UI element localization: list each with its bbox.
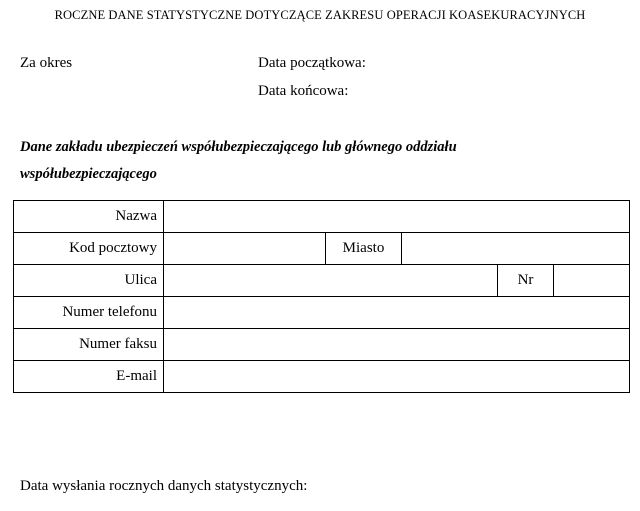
end-date-label: Data końcowa: [258, 83, 349, 99]
send-date-label: Data wysłania rocznych danych statystycznych: [20, 478, 308, 494]
form-row-postal-city [14, 233, 630, 265]
start-date-label: Data początkowa: [258, 55, 366, 71]
period-label: Za okres [20, 55, 73, 71]
section-heading-line1: Dane zakładu ubezpieczeń współubezpieczającego lub głównego oddziału [20, 139, 457, 155]
postal-code-field[interactable] [164, 233, 326, 265]
number-field[interactable] [554, 265, 630, 297]
postal-code-label: Kod pocztowy [14, 233, 164, 265]
fax-field[interactable] [164, 329, 630, 361]
city-label: Miasto [326, 233, 402, 265]
name-field[interactable] [164, 201, 630, 233]
section-heading [20, 134, 620, 188]
email-field[interactable] [164, 361, 630, 393]
phone-label: Numer telefonu [14, 297, 164, 329]
city-field[interactable] [402, 233, 630, 265]
section-heading-line2: współubezpieczającego [20, 166, 157, 182]
phone-field[interactable] [164, 297, 630, 329]
form-row-name [14, 201, 630, 233]
form-row-phone [14, 297, 630, 329]
number-label: Nr [498, 265, 554, 297]
email-label: E-mail [14, 361, 164, 393]
street-field[interactable] [164, 265, 498, 297]
street-label: Ulica [14, 265, 164, 297]
fax-label: Numer faksu [14, 329, 164, 361]
form-row-fax [14, 329, 630, 361]
document-title: ROCZNE DANE STATYSTYCZNE DOTYCZĄCE ZAKRESU OPERACJI KOASEKURACYJNYCH [54, 8, 586, 22]
name-label: Nazwa [14, 201, 164, 233]
insurer-data-form [13, 200, 630, 393]
form-row-street [14, 265, 630, 297]
form-row-email [14, 361, 630, 393]
